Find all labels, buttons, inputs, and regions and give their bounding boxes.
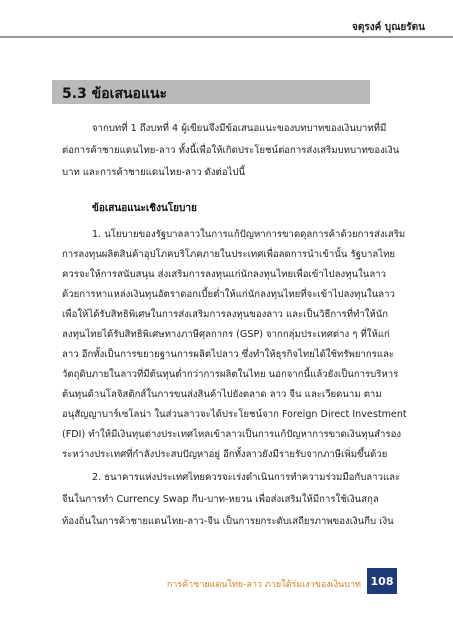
page-number: 108 bbox=[367, 568, 397, 594]
intro-line: บาท และการค้าชายแดนไทย-ลาว ดังต่อไปนี้ bbox=[62, 167, 246, 178]
section-title: 5.3 ข้อเสนอแนะ bbox=[62, 86, 168, 102]
policy-line: การลงทุนผลิตสินค้าอุปโภคบริโภคภายในประเทศเพื่อลดการนำเข้านั้น รัฐบาลไทย bbox=[62, 249, 396, 260]
policy-line: ต้นทุนด้านโลจิสติกส์ในการขนส่งสินค้าไปยังตลาด ลาว จีน และเวียดนาม ตาม bbox=[62, 389, 382, 400]
policy-line: (FDI) ทำให้มีเงินทุนต่างประเทศไหลเข้าลาวเป็นการแก้ปัญหาการขาดเงินทุนสำรอง bbox=[62, 429, 402, 440]
header-divider bbox=[0, 36, 453, 38]
policy-heading: ข้อเสนอแนะเชิงนโยบาย bbox=[92, 203, 197, 214]
policy-line: วัตถุดิบภายในลาวที่มีต้นทุนต่ำกว่าการผลิตในไทย นอกจากนี้แล้วยังเป็นการบริหาร bbox=[62, 369, 399, 380]
policy-line: ลาว อีกทั้งเป็นการขยายฐานการผลิตไปลาว ซึ่งทำให้ธุรกิจไทยได้ใช้ทรัพยากรและ bbox=[62, 349, 395, 360]
policy-line: 2. ธนาคารแห่งประเทศไทยควรจะเร่งดำเนินการทำความร่วมมือกับลาวและ bbox=[92, 472, 401, 483]
policy-line: ระหว่างประเทศที่กำลังประสบปัญหาอยู่ อีกทั้งลาวยังมีรายรับจากภาษีเพิ่มขึ้นด้วย bbox=[62, 449, 388, 460]
intro-line: ต่อการค้าชายแดนไทย-ลาว ทั้งนี้เพื่อให้เกิดประโยชน์ต่อการส่งเสริมบทบาทของเงิน bbox=[62, 145, 400, 156]
policy-line: ควรจะให้การสนับสนุน ส่งเสริมการลงทุนแก่นักลงทุนไทยเพื่อเข้าไปลงทุนในลาว bbox=[62, 269, 386, 280]
policy-line: เพื่อให้ได้รับสิทธิพิเศษในการส่งเสริมการลงทุนของลาว และเป็นวิธีการที่ทำให้นัก bbox=[62, 309, 389, 320]
policy-line: ท้องถิ่นในการค้าชายแดนไทย-ลาว-จีน เป็นการยกระดับเสถียรภาพของเงินกีบ เงิน bbox=[62, 516, 394, 527]
policy-line: ลงทุนไทยได้รับสิทธิพิเศษทางภาษีศุลกากร (GSP) จากกลุ่มประเทศต่าง ๆ ที่ให้แก่ bbox=[62, 329, 390, 340]
policy-item-2 bbox=[62, 467, 401, 533]
footer-book-title: การค้าชายแดนไทย-ลาว ภายใต้ร่มเงาของเงินบาท bbox=[166, 580, 361, 590]
policy-item-1 bbox=[62, 225, 407, 465]
policy-line: อนุสัญญาบาร์เซโลน่า ในส่วนลาวจะได้ประโยชน์จาก Foreign Direct Investment bbox=[62, 409, 407, 420]
policy-line: ด้วยการหาแหล่งเงินทุนอัตราดอกเบี้ยต่ำให้แก่นักลงทุนไทยที่จะเข้าไปลงทุนในลาว bbox=[62, 289, 395, 300]
policy-line: 1. นโยบายของรัฐบาลลาวในการแก้ปัญหาการขาดดุลการค้าด้วยการส่งเสริม bbox=[92, 229, 406, 240]
running-head-author: จตุรงค์ บุณยรัตน bbox=[352, 22, 425, 33]
policy-line: จีนในการทำ Currency Swap กีบ-บาท-หยวน เพื่อส่งเสริมให้มีการใช้เงินสกุล bbox=[62, 494, 379, 505]
intro-paragraph bbox=[62, 118, 400, 184]
intro-line: จากบทที่ 1 ถึงบทที่ 4 ผู้เขียนจึงมีข้อเสนอแนะของบทบาทของเงินบาทที่มี bbox=[92, 123, 387, 134]
